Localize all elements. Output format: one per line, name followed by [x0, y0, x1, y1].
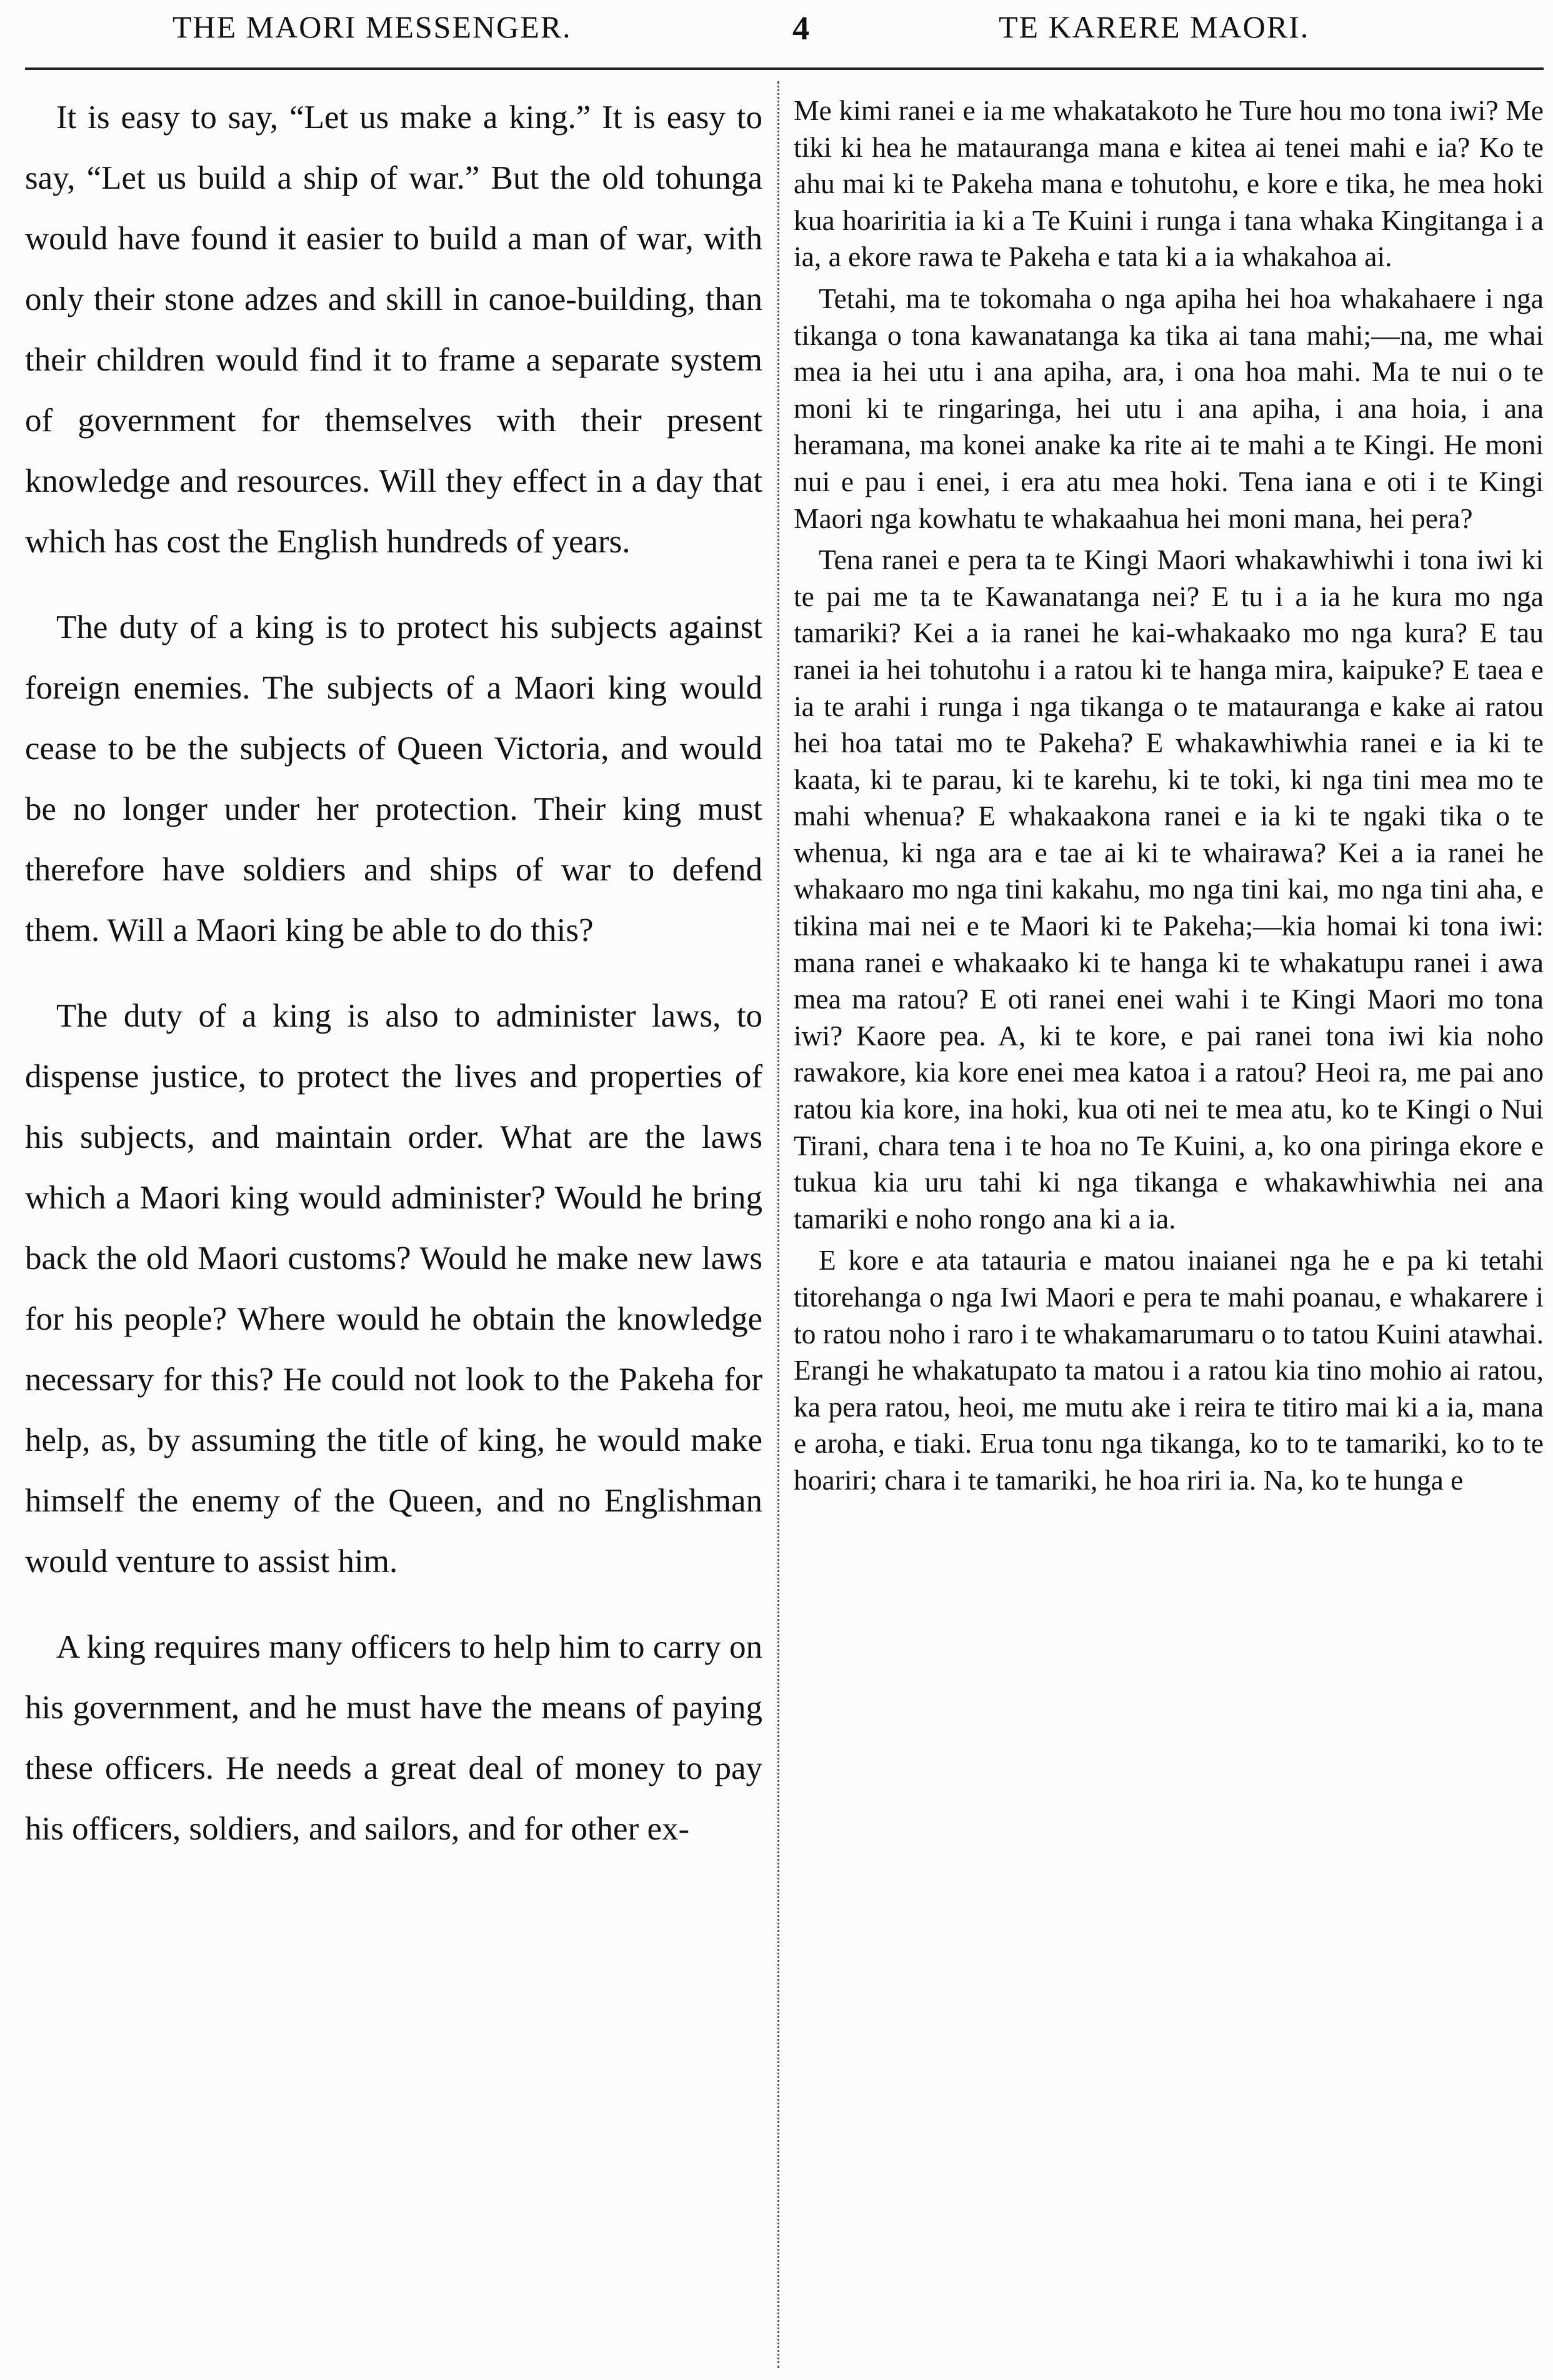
page-header	[0, 0, 1553, 69]
header-rule	[25, 67, 1544, 70]
english-paragraph: The duty of a king is also to administer laws, to dispense justice, to protect the lives and properties of his subjects, and maintain order. What are the laws which a Maori king would administer? Would he bring back the old Maori customs? Would he make new laws for his people? Where would he obtain the knowledge necessary for this? He could not look to the Pakeha for help, as, by assuming the title of king, he would make himself the enemy of the Queen, and no Englishman would venture to assist him.	[25, 998, 762, 1580]
column-divider	[777, 81, 779, 2368]
maori-paragraph: E kore e ata tatauria e matou inaianei nga he e pa ki tetahi titorehanga o nga Iwi Maori e pera te mahi poanau, e whakarere i to ratou noho i raro i te whakamarumaru o to tatou Kuini atawhai. Erangi he whakatupato ta matou i a ratou kia tino mohio ai ratou, ka pera ratou, heoi, me mutu ake i reira te titiro mai ki a ia, mana e aroha, e tiaki. Erua tonu nga tikanga, ko to te tamariki, ko to te hoariri; chara i te tamariki, he hoa riri ia. Na, ko te hunga e	[794, 1244, 1544, 1496]
maori-paragraph: Tetahi, ma te tokomaha o nga apiha hei hoa whakahaere i nga tikanga o tona kawanatanga ka tika ai tana mahi;—na, me whai mea ia hei utu i ana apiha, ara, i ona hoa mahi. Ma te nui o te moni ki te ringaringa, hei utu i ana apiha, i ana hoia, i ana heramana, ma konei anake ka rite ai te mahi a te Kingi. He moni nui e pau i enei, i era atu mea hoki. Tena iana e oti i te Kingi Maori nga kowhatu te whakaahua hei moni mana, hei pera?	[794, 282, 1544, 534]
running-title-maori: TE KARERE MAORI.	[999, 9, 1310, 44]
maori-column	[794, 92, 1544, 1499]
running-title-english: THE MAORI MESSENGER.	[172, 9, 572, 44]
maori-paragraph: Me kimi ranei e ia me whakatakoto he Ture hou mo tona iwi? Me tiki ki hea he matauranga mana e kitea ai tenei mahi e ia? Ko te ahu mai ki te Pakeha mana e tohutohu, e kore e tika, he mea hoki kua hoariritia ia ki a Te Kuini i runga i tana whaka Kingitanga i a ia, a ekore rawa te Pakeha e tata ki a ia whakahoa ai.	[794, 94, 1544, 273]
english-paragraph: A king requires many officers to help him to carry on his government, and he must have the means of paying these officers. He needs a great deal of money to pay his officers, soldiers, and sailors, and for other ex-	[25, 1629, 762, 1847]
english-paragraph: The duty of a king is to protect his subjects against foreign enemies. The subjects of a Maori king would cease to be the subjects of Queen Victoria, and would be no longer under her protection. Their king must therefore have soldiers and ships of war to defend them. Will a Maori king be able to do this?	[25, 609, 762, 949]
maori-paragraph: Tena ranei e pera ta te Kingi Maori whakawhiwhi i tona iwi ki te pai me ta te Kawanatanga nei? E tu i a ia he kura mo nga tamariki? Kei a ia ranei he kai-whakaako mo nga kura? E tau ranei ia hei tohutohu i a ratou ki te hanga mira, kaipuke? E taea e ia te arahi i runga i nga tikanga o te matauranga e kake ai ratou hei hoa tatai mo te Pakeha? E whakawhiwhia ranei e ia ki te kaata, ki te parau, ki te karehu, ki te toki, ki nga tini mea mo te mahi whenua? E whakaakona ranei e ia ki te ngaki tika o te whenua, ki nga ara e tae ai ki te whairawa? Kei a ia ranei he whakaaro mo nga tini kakahu, mo nga tini kai, mo nga tini aha, e tikina mai nei e te Maori ki te Pakeha;—kia homai ki tona iwi: mana ranei e whakaako ki te hanga ki te whakatupu ranei i awa mea ma ratou? E oti ranei enei wahi i te Kingi Maori mo tona iwi? Kaore pea. A, ki te kore, e pai ranei tona iwi kia noho rawakore, kia kore enei mea katoa i a ratou? Heoi ra, me pai ano ratou kia kore, ina hoki, kua oti nei te mea atu, ko te Kingi o Nui Tirani, chara tena i te hoa no Te Kuini, a, ko ona piringa ekore e tukua kia uru tahi ki nga tikanga e whakawhiwhia nei ana tamariki e noho rongo ana ki a ia.	[794, 544, 1544, 1235]
english-paragraph: It is easy to say, “Let us make a king.” It is easy to say, “Let us build a ship of war.” But the old tohunga would have found it easier to build a man of war, with only their stone adzes and skill in canoe-building, than their children would find it to frame a separate system of government for themselves with their present knowledge and resources. Will they effect in a day that which has cost the English hundreds of years.	[25, 99, 762, 560]
page-number: 4	[792, 9, 811, 47]
english-column	[25, 87, 762, 1860]
